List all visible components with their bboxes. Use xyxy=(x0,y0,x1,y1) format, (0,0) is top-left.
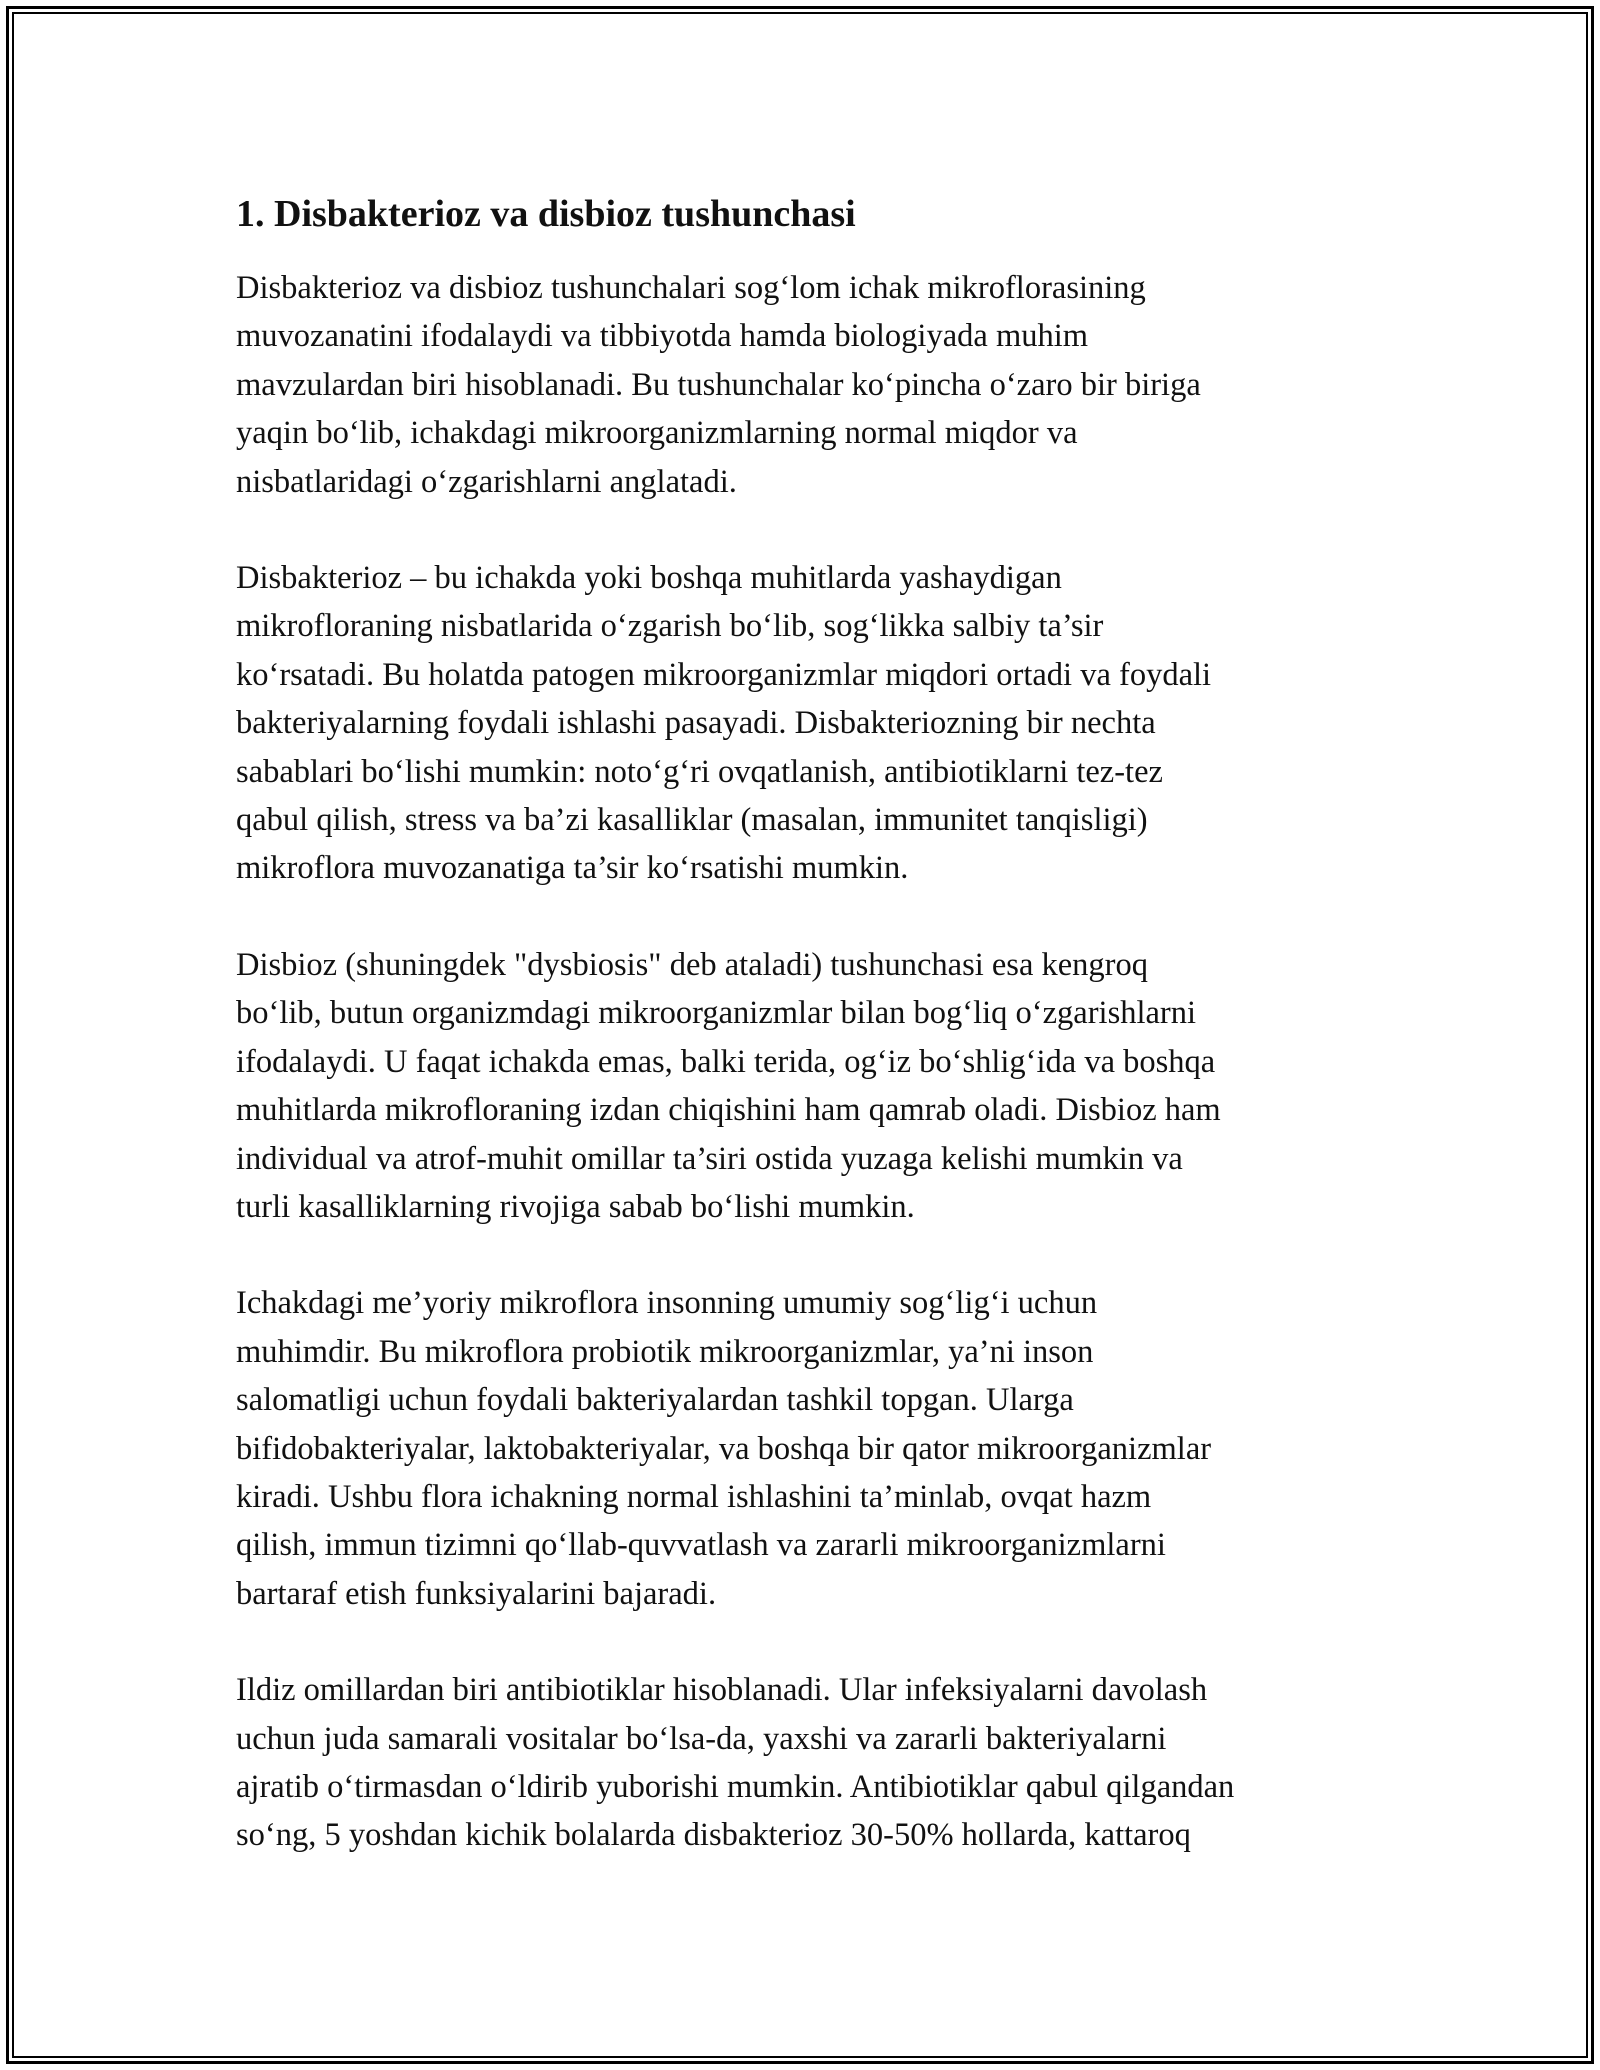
body-paragraph xyxy=(236,1666,1366,1860)
body-paragraph xyxy=(236,941,1366,1231)
body-paragraph xyxy=(236,1279,1366,1618)
document-body xyxy=(236,186,1366,1860)
paragraph-line: muhitlarda mikrofloraning izdan chiqishini ham qamrab oladi. Disbioz ham xyxy=(236,1092,1221,1129)
body-paragraph xyxy=(236,264,1366,506)
paragraph-line: turli kasalliklarning rivojiga sabab bo‘lishi mumkin. xyxy=(236,1188,915,1225)
paragraph-line: kiradi. Ushbu flora ichakning normal ishlashini ta’minlab, ovqat hazm xyxy=(236,1478,1152,1515)
paragraph-line: bifidobakteriyalar, laktobakteriyalar, va boshqa bir qator mikroorganizmlar xyxy=(236,1430,1212,1467)
paragraph-line: sabablari bo‘lishi mumkin: noto‘g‘ri ovqatlanish, antibiotiklarni tez-tez xyxy=(236,753,1163,790)
paragraph-line: nisbatlaridagi o‘zgarishlarni anglatadi. xyxy=(236,463,737,500)
paragraph-line: muvozanatini ifodalaydi va tibbiyotda hamda biologiyada muhim xyxy=(236,318,1089,355)
section-heading: 1. Disbakterioz va disbioz tushunchasi xyxy=(236,193,856,235)
body-paragraph xyxy=(236,554,1366,893)
paragraph-line: qabul qilish, stress va ba’zi kasalliklar (masalan, immunitet tanqisligi) xyxy=(236,802,1148,839)
paragraph-line: mikrofloraning nisbatlarida o‘zgarish bo‘lib, sog‘likka salbiy ta’sir xyxy=(236,608,1104,645)
paragraph-line: mavzulardan biri hisoblanadi. Bu tushunchalar ko‘pincha o‘zaro bir biriga xyxy=(236,366,1201,403)
paragraph-line: muhimdir. Bu mikroflora probiotik mikroorganizmlar, ya’ni inson xyxy=(236,1333,1094,1370)
paragraph-line: ko‘rsatadi. Bu holatda patogen mikroorganizmlar miqdori ortadi va foydali xyxy=(236,656,1212,693)
paragraph-line: individual va atrof-muhit omillar ta’siri ostida yuzaga kelishi mumkin va xyxy=(236,1140,1183,1177)
paragraph-line: Disbakterioz – bu ichakda yoki boshqa muhitlarda yashaydigan xyxy=(236,560,1062,597)
paragraph-line: uchun juda samarali vositalar bo‘lsa-da, yaxshi va zararli bakteriyalarni xyxy=(236,1720,1167,1757)
paragraph-line: yaqin bo‘lib, ichakdagi mikroorganizmlarning normal miqdor va xyxy=(236,415,1078,452)
paragraph-line: Disbakterioz va disbioz tushunchalari sog‘lom ichak mikroflorasining xyxy=(236,270,1146,306)
paragraph-list xyxy=(236,264,1366,1860)
paragraph-line: qilish, immun tizimni qo‘llab-quvvatlash va zararli mikroorganizmlarni xyxy=(236,1527,1166,1564)
paragraph-line: ifodalaydi. U faqat ichakda emas, balki terida, og‘iz bo‘shlig‘ida va boshqa xyxy=(236,1043,1216,1080)
paragraph-line: salomatligi uchun foydali bakteriyalardan tashkil topgan. Ularga xyxy=(236,1382,1074,1419)
paragraph-line: bakteriyalarning foydali ishlashi pasayadi. Disbakteriozning bir nechta xyxy=(236,705,1156,742)
paragraph-line: bartaraf etish funksiyalarini bajaradi. xyxy=(236,1575,717,1612)
paragraph-line: Disbioz (shuningdek "dysbiosis" deb ataladi) tushunchasi esa kengroq xyxy=(236,946,1148,983)
paragraph-line: Ichakdagi me’yoriy mikroflora insonning umumiy sog‘lig‘i uchun xyxy=(236,1285,1098,1322)
paragraph-line: bo‘lib, butun organizmdagi mikroorganizmlar bilan bog‘liq o‘zgarishlarni xyxy=(236,995,1197,1032)
paragraph-line: mikroflora muvozanatiga ta’sir ko‘rsatishi mumkin. xyxy=(236,850,909,887)
paragraph-line: Ildiz omillardan biri antibiotiklar hisoblanadi. Ular infeksiyalarni davolash xyxy=(236,1672,1208,1709)
paragraph-line: so‘ng, 5 yoshdan kichik bolalarda disbakterioz 30-50% hollarda, kattaroq xyxy=(236,1817,1191,1854)
paragraph-line: ajratib o‘tirmasdan o‘ldirib yuborishi mumkin. Antibiotiklar qabul qilgandan xyxy=(236,1768,1235,1805)
